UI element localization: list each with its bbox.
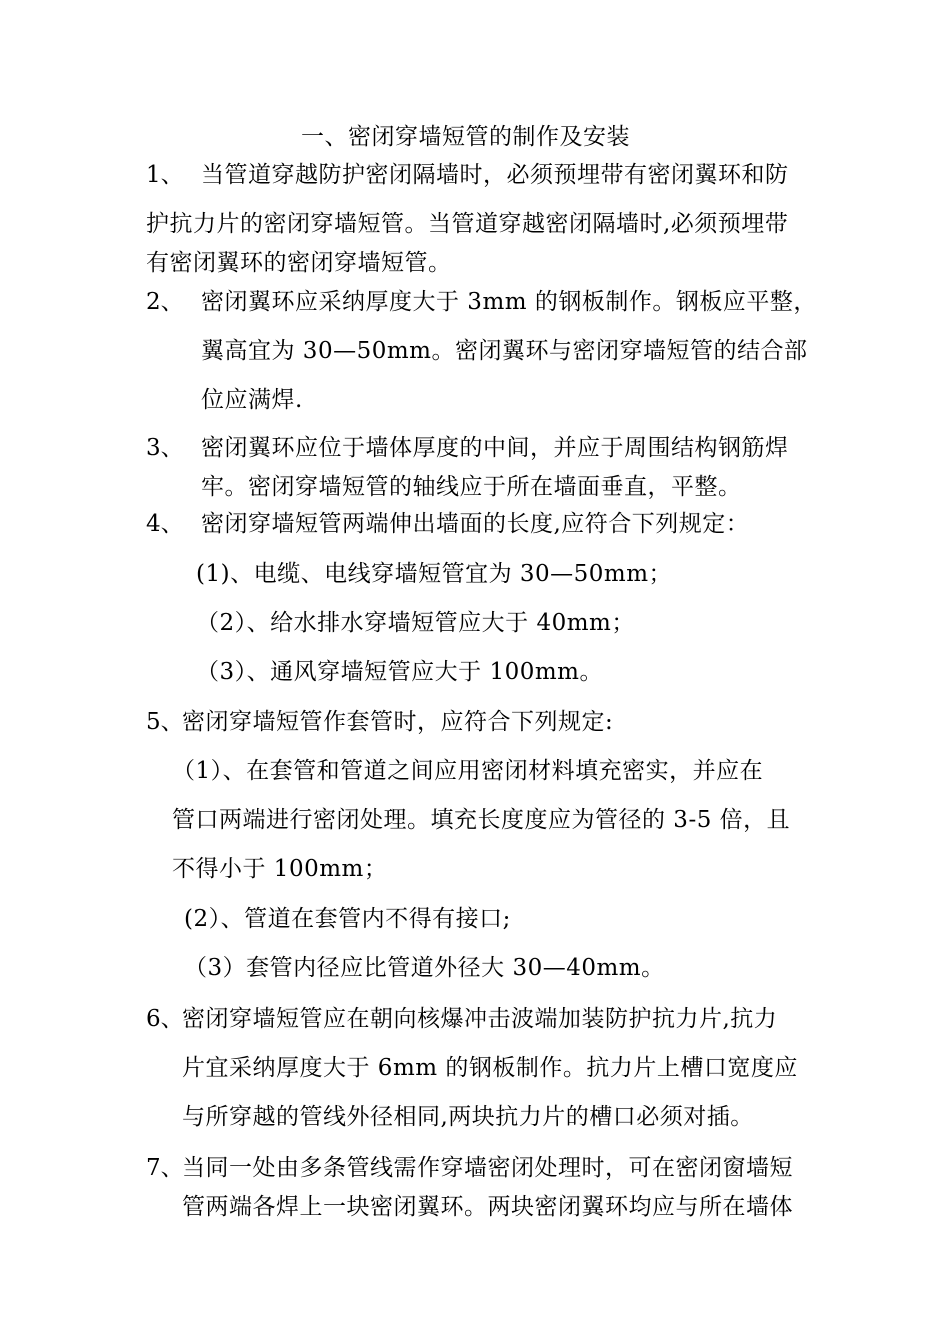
item-4-line-1: 密闭穿墙短管两端伸出墙面的长度,应符合下列规定： — [201, 511, 750, 537]
item-5-sub-1-cont-2: 不得小于 100mm； — [172, 856, 388, 882]
item-2-line-1: 密闭翼环应采纳厚度大于 3mm 的钢板制作。钢板应平整， — [201, 289, 817, 315]
item-2-line-3: 位应满焊. — [201, 387, 303, 413]
item-7-number: 7、 — [146, 1155, 184, 1181]
item-3-line-1: 密闭翼环应位于墙体厚度的中间，并应于周围结构钢筋焊 — [201, 435, 789, 461]
item-2-number: 2、 — [146, 289, 184, 315]
item-5-sub-3: （3）套管内径应比管道外径大 30—40mm。 — [184, 955, 665, 981]
item-7-line-2: 管两端各焊上一块密闭翼环。两块密闭翼环均应与所在墙体 — [182, 1194, 793, 1220]
item-1-line-1: 当管道穿越防护密闭隔墙时，必须预埋带有密闭翼环和防 — [201, 162, 789, 188]
item-6-line-3: 与所穿越的管线外径相同,两块抗力片的槽口必须对插。 — [182, 1104, 754, 1130]
item-1-number: 1、 — [146, 162, 184, 188]
item-6-line-1: 密闭穿墙短管应在朝向核爆冲击波端加装防护抗力片,抗力 — [182, 1006, 778, 1032]
item-4-sub-2: （2）、给水排水穿墙短管应大于 40mm； — [196, 610, 635, 636]
item-5-sub-1-cont-1: 管口两端进行密闭处理。填充长度度应为管径的 3-5 倍，且 — [172, 807, 791, 833]
item-6-line-2: 片宜采纳厚度大于 6mm 的钢板制作。抗力片上槽口宽度应 — [182, 1055, 798, 1081]
document-title: 一、密闭穿墙短管的制作及安装 — [301, 124, 630, 150]
item-5-sub-1: （1）、在套管和管道之间应用密闭材料填充密实，并应在 — [172, 758, 764, 784]
item-1-line-2: 护抗力片的密闭穿墙短管。当管道穿越密闭隔墙时,必须预埋带 — [146, 211, 789, 237]
item-2-line-2: 翼高宜为 30—50mm。密闭翼环与密闭穿墙短管的结合部 — [201, 338, 808, 364]
item-6-number: 6、 — [146, 1006, 184, 1032]
item-4-sub-3: （3）、通风穿墙短管应大于 100mm。 — [196, 659, 603, 685]
item-4-sub-1: (1)、电缆、电线穿墙短管宜为 30—50mm； — [196, 561, 673, 587]
item-7-line-1: 当同一处由多条管线需作穿墙密闭处理时，可在密闭窗墙短 — [182, 1155, 793, 1181]
item-5-number: 5、 — [146, 709, 184, 735]
item-5-sub-2: (2）、管道在套管内不得有接口; — [184, 906, 511, 932]
item-1-line-3: 有密闭翼环的密闭穿墙短管。 — [146, 250, 452, 276]
item-3-number: 3、 — [146, 435, 184, 461]
item-4-number: 4、 — [146, 511, 184, 537]
item-5-line-1: 密闭穿墙短管作套管时，应符合下列规定: — [182, 709, 614, 735]
item-3-line-2: 牢。密闭穿墙短管的轴线应于所在墙面垂直，平整。 — [201, 474, 742, 500]
